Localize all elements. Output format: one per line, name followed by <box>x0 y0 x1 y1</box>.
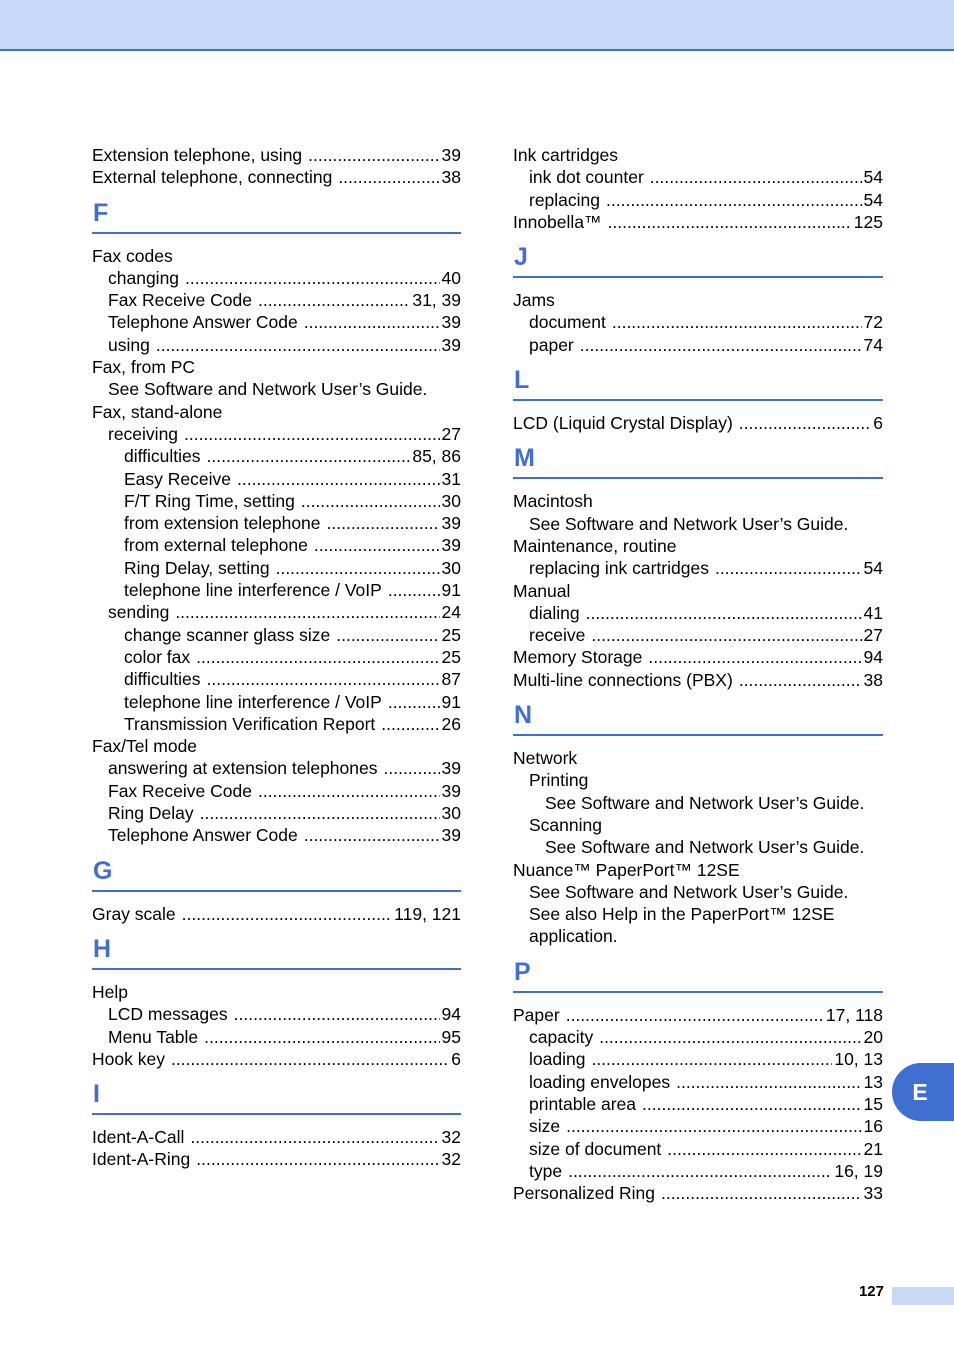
section-letter: I <box>93 1080 100 1109</box>
section-header <box>513 957 883 993</box>
index-entry-text: size of document <box>529 1138 662 1159</box>
index-entry <box>92 311 461 333</box>
index-entry-text: Jams <box>513 290 555 311</box>
index-entry-page[interactable]: 25 <box>441 646 461 667</box>
index-entry <box>513 535 883 557</box>
index-entry-text: application. <box>529 926 618 947</box>
index-entry-text: Hook key <box>92 1048 165 1069</box>
index-entry-text: using <box>108 334 150 355</box>
page-number: 127 <box>858 1283 884 1300</box>
index-entry <box>92 713 461 735</box>
index-column-left <box>92 144 461 1171</box>
index-entry <box>513 311 883 333</box>
index-entry-text: Manual <box>513 580 571 601</box>
index-entry-text: Ident-A-Ring <box>92 1149 191 1170</box>
index-entry-text: Extension telephone, using <box>92 145 303 165</box>
dot-leader <box>384 757 440 779</box>
dot-leader <box>580 334 862 356</box>
dot-leader <box>591 1048 832 1070</box>
dot-leader <box>276 557 440 579</box>
dot-leader <box>190 1126 439 1148</box>
index-entry-page[interactable]: 13 <box>863 1071 883 1092</box>
index-entry <box>92 423 461 445</box>
index-entry <box>92 981 461 1003</box>
index-entry <box>513 646 883 668</box>
index-entry-text: loading envelopes <box>529 1071 671 1092</box>
section-header <box>513 443 883 479</box>
section-divider <box>92 968 461 970</box>
index-entry <box>92 245 461 267</box>
index-entry-text: External telephone, connecting <box>92 167 333 188</box>
dot-leader <box>388 579 440 601</box>
index-entry-text: color fax <box>124 646 191 667</box>
index-entry <box>92 401 461 423</box>
index-entry-page[interactable]: 40 <box>441 267 461 288</box>
index-entry <box>513 1026 883 1048</box>
dot-leader <box>591 624 861 646</box>
index-entry-text: loading <box>529 1049 586 1070</box>
index-entry-text: difficulties <box>124 446 201 467</box>
dot-leader <box>381 713 439 735</box>
index-entry-page[interactable]: 39 <box>441 758 461 779</box>
section-letter: F <box>93 198 109 227</box>
index-entry <box>92 668 461 690</box>
section-divider <box>92 890 461 892</box>
index-entry-text: See Software and Network User’s Guide. <box>545 837 865 858</box>
dot-leader <box>175 601 439 623</box>
index-entry-page[interactable]: 39 <box>441 513 461 534</box>
index-entry-page[interactable]: 94 <box>441 1004 461 1025</box>
section-header <box>92 934 461 970</box>
header-band <box>0 0 954 51</box>
index-entry-text: sending <box>108 602 170 623</box>
section-header <box>513 365 883 401</box>
index-entry-text: Personalized Ring <box>513 1183 656 1204</box>
dot-leader <box>314 534 440 556</box>
index-entry-text: Multi-line connections (PBX) <box>513 669 733 690</box>
index-entry-text: F/T Ring Time, setting <box>124 490 295 511</box>
index-entry <box>513 602 883 624</box>
index-entry <box>92 557 461 579</box>
index-entry <box>92 267 461 289</box>
index-entry-page[interactable]: 32 <box>441 1127 461 1148</box>
index-entry-text: printable area <box>529 1093 637 1114</box>
index-entry-text: changing <box>108 267 180 288</box>
index-entry-text: Ident-A-Call <box>92 1127 185 1148</box>
index-entry <box>513 580 883 602</box>
dot-leader <box>308 144 439 166</box>
index-entry-text: Printing <box>529 770 589 791</box>
section-header <box>513 242 883 278</box>
index-entry-text: paper <box>529 334 574 355</box>
index-entry-text: replacing <box>529 189 601 210</box>
index-entry-page[interactable]: 119, 121 <box>394 903 461 924</box>
index-entry-text: Transmission Verification Report <box>124 713 376 734</box>
dot-leader <box>234 1003 440 1025</box>
section-letter: N <box>514 701 533 730</box>
dot-leader <box>612 311 862 333</box>
dot-leader <box>258 289 410 311</box>
index-entry-page[interactable]: 20 <box>863 1027 883 1048</box>
section-divider <box>92 232 461 234</box>
dot-leader <box>301 490 440 512</box>
dot-leader <box>304 824 440 846</box>
index-entry-page[interactable]: 27 <box>441 423 461 444</box>
index-entry-page[interactable]: 6 <box>451 1048 461 1069</box>
index-entry-text: Paper <box>513 1004 560 1025</box>
index-entry <box>513 412 883 434</box>
index-entry <box>513 490 883 512</box>
index-entry-page[interactable]: 27 <box>863 625 883 646</box>
index-entry <box>513 289 883 311</box>
index-entry-text: Menu Table <box>108 1026 199 1047</box>
index-entry <box>513 747 883 769</box>
section-letter: J <box>514 243 528 272</box>
index-entry <box>92 334 461 356</box>
index-entry-page[interactable]: 26 <box>441 713 461 734</box>
index-entry <box>92 1003 461 1025</box>
index-entry <box>513 859 883 881</box>
index-entry <box>513 814 883 836</box>
index-entry-text: telephone line interference / VoIP <box>124 580 382 601</box>
index-entry <box>92 1148 461 1170</box>
section-header <box>92 1079 461 1115</box>
index-entry-page[interactable]: 54 <box>863 558 883 579</box>
index-entry-page[interactable]: 39 <box>441 145 461 165</box>
index-entry-text: Fax Receive Code <box>108 290 252 311</box>
index-entry-text: ink dot counter <box>529 167 644 188</box>
index-entry <box>92 624 461 646</box>
index-entry-page[interactable]: 32 <box>441 1149 461 1170</box>
section-header <box>513 700 883 736</box>
dot-leader <box>304 311 440 333</box>
index-entry <box>513 769 883 791</box>
index-entry-text: Easy Receive <box>124 468 231 489</box>
dot-leader <box>676 1071 861 1093</box>
index-entry-page[interactable]: 16 <box>863 1116 883 1137</box>
dot-leader <box>196 1148 439 1170</box>
dot-leader <box>568 1160 832 1182</box>
index-entry-page[interactable]: 39 <box>441 535 461 556</box>
dot-leader <box>200 802 440 824</box>
index-entry-text: document <box>529 312 606 333</box>
index-entry <box>92 356 461 378</box>
section-divider <box>513 276 883 278</box>
index-entry-text: answering at extension telephones <box>108 758 378 779</box>
index-entry <box>92 903 461 925</box>
chapter-tab-letter: E <box>912 1078 928 1105</box>
index-entry <box>92 468 461 490</box>
dot-leader <box>204 1026 439 1048</box>
index-entry-text: See Software and Network User’s Guide. <box>545 792 865 813</box>
dot-leader <box>566 1004 824 1026</box>
index-entry <box>513 925 883 947</box>
index-entry-page[interactable]: 125 <box>853 211 883 232</box>
index-entry-text: Telephone Answer Code <box>108 312 298 333</box>
dot-leader <box>338 166 439 188</box>
dot-leader <box>739 412 871 434</box>
dot-leader <box>182 903 393 925</box>
index-entry <box>513 624 883 646</box>
index-entry-text: Fax codes <box>92 245 173 266</box>
section-letter: H <box>93 934 112 963</box>
section-letter: M <box>514 444 535 473</box>
index-entry-text: Scanning <box>529 814 602 835</box>
index-entry <box>92 1048 461 1070</box>
index-entry-text: capacity <box>529 1027 594 1048</box>
index-entry-text: See Software and Network User’s Guide. <box>108 379 428 400</box>
index-entry-text: Gray scale <box>92 903 176 924</box>
dot-leader <box>237 468 440 490</box>
index-entry-text: Maintenance, routine <box>513 535 677 556</box>
page-number-bar <box>892 1287 954 1305</box>
index-entry-text: dialing <box>529 602 580 623</box>
index-entry-text: type <box>529 1160 563 1181</box>
index-entry-page[interactable]: 25 <box>441 624 461 645</box>
index-entry <box>92 445 461 467</box>
index-entry <box>92 144 461 166</box>
index-entry <box>513 189 883 211</box>
dot-leader <box>608 211 852 233</box>
dot-leader <box>715 557 862 579</box>
index-entry <box>92 735 461 757</box>
index-entry-text: replacing ink cartridges <box>529 558 709 579</box>
index-entry-page[interactable]: 54 <box>863 167 883 188</box>
index-entry-page[interactable]: 38 <box>441 167 461 188</box>
section-header <box>92 856 461 892</box>
dot-leader <box>196 646 439 668</box>
dot-leader <box>566 1115 861 1137</box>
index-entry-text: receive <box>529 625 586 646</box>
index-entry-page[interactable]: 16, 19 <box>834 1160 883 1181</box>
index-entry-text: from extension telephone <box>124 513 321 534</box>
dot-leader <box>586 602 862 624</box>
index-entry <box>513 166 883 188</box>
dot-leader <box>599 1026 861 1048</box>
dot-leader <box>185 267 439 289</box>
index-entry-page[interactable]: 38 <box>863 669 883 690</box>
section-divider <box>513 477 883 479</box>
index-entry <box>92 646 461 668</box>
index-entry <box>92 579 461 601</box>
index-entry-text: size <box>529 1116 561 1137</box>
dot-leader <box>667 1138 861 1160</box>
dot-leader <box>327 512 440 534</box>
dot-leader <box>388 691 440 713</box>
index-entry-page[interactable]: 39 <box>441 334 461 355</box>
index-entry-text: See also Help in the PaperPort™ 12SE <box>529 904 835 925</box>
index-entry <box>92 691 461 713</box>
index-entry-page[interactable]: 39 <box>441 312 461 333</box>
index-entry <box>92 802 461 824</box>
index-entry <box>513 1071 883 1093</box>
index-entry <box>513 792 883 814</box>
index-entry-page[interactable]: 30 <box>441 490 461 511</box>
dot-leader <box>739 669 862 691</box>
index-entry <box>92 289 461 311</box>
dot-leader <box>336 624 439 646</box>
index-entry-page[interactable]: 85, 86 <box>412 446 461 467</box>
section-divider <box>92 1113 461 1115</box>
index-entry-text: Help <box>92 981 128 1002</box>
dot-leader <box>648 646 861 668</box>
index-entry-text: Macintosh <box>513 491 593 512</box>
index-entry <box>513 144 883 166</box>
index-entry-page[interactable]: 31 <box>441 468 461 489</box>
index-entry-text: telephone line interference / VoIP <box>124 691 382 712</box>
dot-leader <box>642 1093 862 1115</box>
index-entry <box>92 601 461 623</box>
section-divider <box>513 991 883 993</box>
dot-leader <box>207 668 440 690</box>
index-entry <box>92 166 461 188</box>
index-entry <box>513 1182 883 1204</box>
index-entry <box>513 211 883 233</box>
index-entry-text: LCD (Liquid Crystal Display) <box>513 413 733 434</box>
index-entry-text: difficulties <box>124 669 201 690</box>
index-entry-page[interactable]: 39 <box>441 780 461 801</box>
chapter-tab[interactable] <box>892 1063 954 1121</box>
index-entry-page[interactable]: 74 <box>863 334 883 355</box>
index-entry-text: Innobella™ <box>513 211 602 232</box>
index-entry <box>92 1126 461 1148</box>
index-entry-page[interactable]: 41 <box>863 602 883 623</box>
index-entry-page[interactable]: 31, 39 <box>412 290 461 311</box>
index-entry <box>513 513 883 535</box>
index-entry-text: Fax Receive Code <box>108 780 252 801</box>
section-divider <box>513 399 883 401</box>
index-entry <box>92 824 461 846</box>
index-entry-page[interactable]: 87 <box>441 669 461 690</box>
index-entry-text: Memory Storage <box>513 647 643 668</box>
index-entry-page[interactable]: 72 <box>863 312 883 333</box>
index-entry-page[interactable]: 33 <box>863 1183 883 1204</box>
index-entry-page[interactable]: 91 <box>441 691 461 712</box>
index-entry-page[interactable]: 54 <box>863 189 883 210</box>
index-entry <box>513 1093 883 1115</box>
index-entry <box>513 1115 883 1137</box>
index-entry-page[interactable]: 30 <box>441 803 461 824</box>
index-entry-text: Network <box>513 748 578 769</box>
index-entry <box>513 1004 883 1026</box>
section-divider <box>513 734 883 736</box>
index-entry-text: See Software and Network User’s Guide. <box>529 513 849 534</box>
dot-leader <box>184 423 439 445</box>
dot-leader <box>650 166 862 188</box>
index-entry-page[interactable]: 15 <box>863 1093 883 1114</box>
index-entry-text: Ring Delay <box>108 803 194 824</box>
dot-leader <box>606 189 862 211</box>
index-entry <box>513 1048 883 1070</box>
index-entry-text: Ring Delay, setting <box>124 557 270 578</box>
index-entry-page[interactable]: 39 <box>441 825 461 846</box>
section-letter: P <box>514 957 531 986</box>
index-entry-text: LCD messages <box>108 1004 228 1025</box>
index-entry <box>92 534 461 556</box>
index-entry-text: Nuance™ PaperPort™ 12SE <box>513 859 740 880</box>
index-entry <box>513 1160 883 1182</box>
dot-leader <box>171 1048 449 1070</box>
section-header <box>92 198 461 234</box>
index-entry <box>513 836 883 858</box>
index-entry-text: Fax, from PC <box>92 357 196 378</box>
index-entry-text: See Software and Network User’s Guide. <box>529 881 849 902</box>
index-entry <box>92 490 461 512</box>
index-entry <box>92 512 461 534</box>
index-entry-page[interactable]: 17, 118 <box>825 1004 883 1025</box>
index-entry-page[interactable]: 95 <box>441 1026 461 1047</box>
index-entry-text: receiving <box>108 423 179 444</box>
index-entry <box>513 334 883 356</box>
section-letter: G <box>93 856 113 885</box>
index-entry-page[interactable]: 30 <box>441 557 461 578</box>
index-entry-text: Ink cartridges <box>513 145 619 165</box>
index-entry <box>92 1026 461 1048</box>
index-column-right <box>513 144 883 1204</box>
index-entry-page[interactable]: 10, 13 <box>834 1049 883 1070</box>
dot-leader <box>258 780 440 802</box>
index-entry-page[interactable]: 21 <box>863 1138 883 1159</box>
index-entry-text: Fax/Tel mode <box>92 736 198 757</box>
index-entry-text: Fax, stand-alone <box>92 401 223 422</box>
index-entry-text: from external telephone <box>124 535 308 556</box>
index-entry <box>92 757 461 779</box>
index-entry-page[interactable]: 6 <box>873 413 883 434</box>
index-entry <box>513 1138 883 1160</box>
index-entry <box>513 903 883 925</box>
section-letter: L <box>514 366 530 395</box>
index-entry <box>92 378 461 400</box>
index-entry-page[interactable]: 94 <box>863 647 883 668</box>
index-entry-text: change scanner glass size <box>124 624 331 645</box>
index-entry-page[interactable]: 24 <box>441 602 461 623</box>
index-entry <box>513 881 883 903</box>
index-entry <box>92 780 461 802</box>
index-entry <box>513 557 883 579</box>
dot-leader <box>207 445 411 467</box>
index-entry-page[interactable]: 91 <box>441 580 461 601</box>
index-entry <box>513 669 883 691</box>
index-entry-text: Telephone Answer Code <box>108 825 298 846</box>
dot-leader <box>156 334 440 356</box>
dot-leader <box>661 1182 862 1204</box>
